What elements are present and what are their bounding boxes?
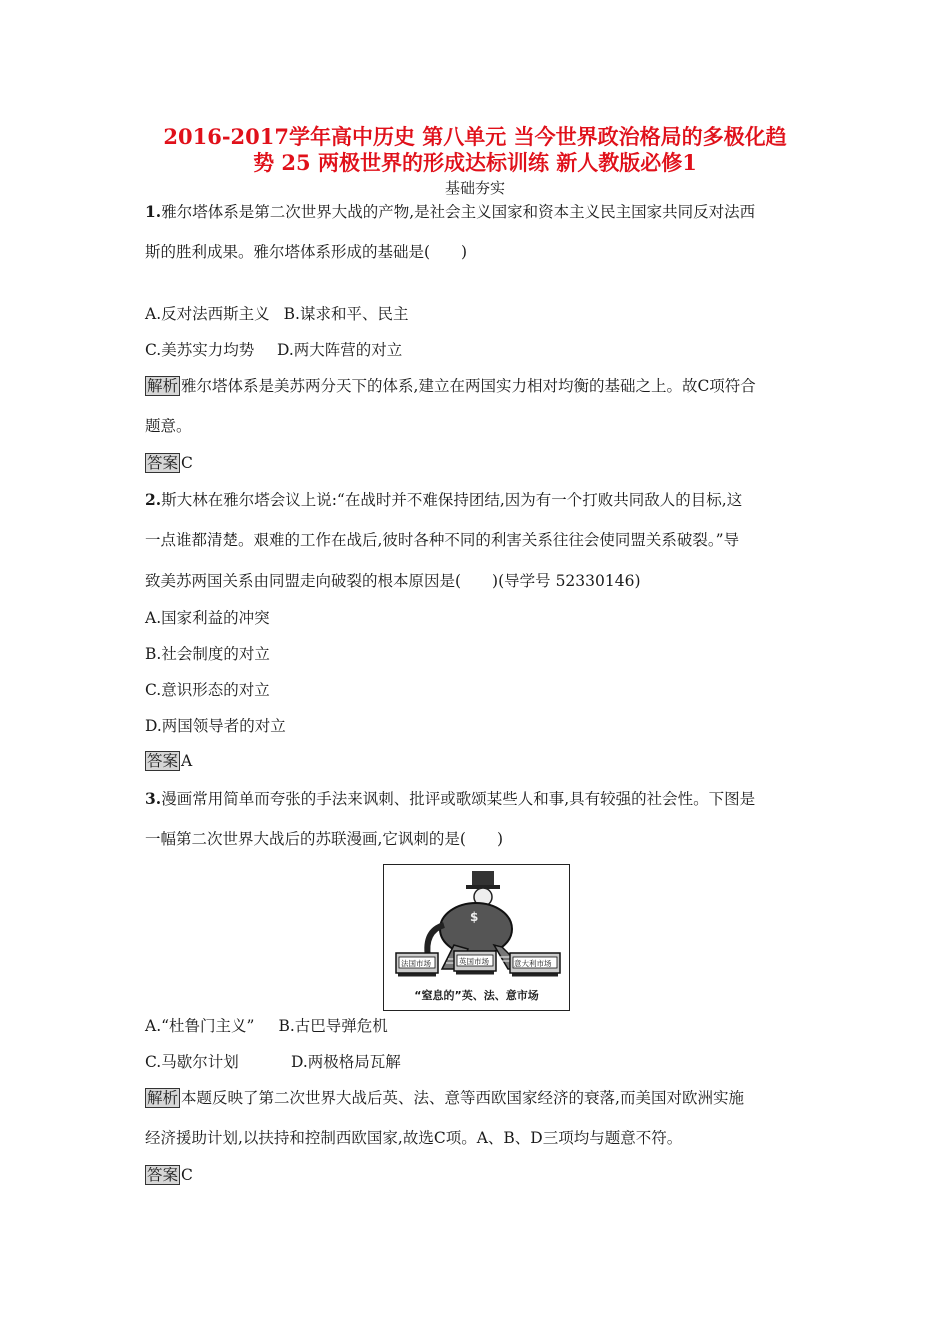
label-italy-market: 意大利市场 (514, 959, 552, 968)
q3-option-d: D.两极格局瓦解 (291, 1053, 401, 1071)
q3-option-b: B.古巴导弹危机 (278, 1017, 388, 1035)
cartoon-caption: “窒息的”英、法、意市场 (414, 989, 539, 1002)
q1-option-c: C.美苏实力均势 (145, 341, 255, 359)
cartoon-illustration (384, 865, 569, 990)
document-title-line-2: 势 25 两极世界的形成达标训练 新人教版必修1 (253, 150, 697, 175)
q1-option-d: D.两大阵营的对立 (277, 341, 403, 359)
document-title-line-1: 2016-2017学年高中历史 第八单元 当今世界政治格局的多极化趋 (163, 124, 787, 149)
q1-answer-line (145, 452, 193, 474)
q3-options-row-1 (145, 1015, 388, 1037)
q1-stem-line-1 (145, 201, 755, 223)
hat-icon (472, 871, 494, 887)
q3-analysis-line-1 (145, 1087, 744, 1109)
q3-stem-line-1 (145, 788, 755, 810)
cartoon-figure (383, 864, 570, 1011)
q3-stem-text-1: 漫画常用简单而夸张的手法来讽刺、批评或歌颂某些人和事,具有较强的社会性。下图是 (161, 790, 756, 808)
q3-answer: C (181, 1166, 193, 1184)
analysis-tag: 解析 (147, 1089, 179, 1107)
answer-tag: 答案 (147, 752, 179, 770)
q1-analysis-line-2: 题意。 (145, 417, 192, 435)
q2-option-a: A.国家利益的冲突 (145, 609, 270, 627)
q2-number: 2. (145, 490, 162, 509)
q3-stem-line-2: 一幅第二次世界大战后的苏联漫画,它讽刺的是( ) (145, 830, 504, 848)
q3-option-a: A.“杜鲁门主义” (145, 1017, 255, 1035)
q3-options-row-2 (145, 1051, 401, 1073)
q1-analysis-text-1: 雅尔塔体系是美苏两分天下的体系,建立在两国实力相对均衡的基础之上。故C项符合 (181, 377, 756, 395)
q1-stem-text-1: 雅尔塔体系是第二次世界大战的产物,是社会主义国家和资本主义民主国家共同反对法西 (161, 203, 756, 221)
section-heading: 基础夯实 (444, 179, 505, 197)
q1-option-b: B.谋求和平、民主 (283, 305, 409, 323)
label-britain-market: 英国市场 (459, 957, 489, 966)
q2-option-d: D.两国领导者的对立 (145, 717, 286, 735)
q1-analysis-line-1 (145, 375, 756, 397)
q3-answer-line (145, 1164, 193, 1186)
q2-stem-text-1: 斯大林在雅尔塔会议上说:“在战时并不难保持团结,因为有一个打败共同敌人的目标,这 (161, 491, 743, 509)
label-france-market: 法国市场 (401, 959, 431, 968)
q2-stem-line-1 (145, 489, 742, 511)
analysis-tag: 解析 (147, 377, 179, 395)
q1-options-row-1 (145, 303, 408, 325)
q2-option-b: B.社会制度的对立 (145, 645, 270, 663)
q1-number: 1. (145, 202, 162, 221)
q1-option-a: A.反对法西斯主义 (145, 305, 270, 323)
answer-tag: 答案 (147, 1166, 179, 1184)
q2-answer-line (145, 750, 192, 772)
q3-number: 3. (145, 789, 162, 808)
q2-option-c: C.意识形态的对立 (145, 681, 270, 699)
bag-letter: $ (470, 910, 479, 924)
q3-analysis-text-1: 本题反映了第二次世界大战后英、法、意等西欧国家经济的衰落,而美国对欧洲实施 (181, 1089, 744, 1107)
q1-answer: C (181, 454, 193, 472)
q2-stem-line-2: 一点谁都清楚。艰难的工作在战后,彼时各种不同的利害关系往往会使同盟关系破裂。”导 (145, 531, 740, 549)
q1-stem-line-2: 斯的胜利成果。雅尔塔体系形成的基础是( ) (145, 243, 468, 261)
q2-stem-line-3: 致美苏两国关系由同盟走向破裂的根本原因是( )(导学号 52330146) (145, 572, 641, 590)
q3-option-c: C.马歇尔计划 (145, 1053, 239, 1071)
q1-options-row-2 (145, 339, 402, 361)
q2-answer: A (181, 752, 193, 770)
answer-tag: 答案 (147, 454, 179, 472)
q3-analysis-line-2: 经济援助计划,以扶持和控制西欧国家,故选C项。A、B、D三项均与题意不符。 (145, 1129, 683, 1147)
